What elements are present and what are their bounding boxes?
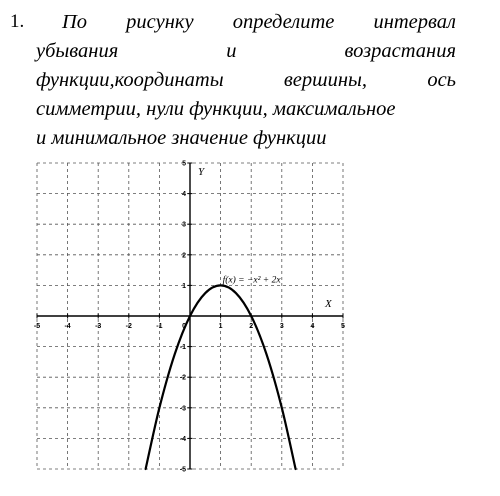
problem-word: рисунку: [126, 11, 194, 33]
y-axis-name: Y: [198, 166, 205, 178]
x-tick-label: -5: [33, 323, 41, 330]
x-tick-label: 4: [310, 323, 315, 330]
y-tick-label: 4: [182, 191, 186, 199]
problem-word: функции,координаты: [36, 69, 224, 91]
problem-word: По: [62, 11, 88, 33]
y-tick-label: 1: [182, 282, 186, 290]
x-tick-label: -4: [64, 323, 71, 330]
function-label: f(x) = −x² + 2x: [222, 275, 281, 286]
x-tick-label: -2: [125, 323, 132, 330]
y-tick-label: -1: [179, 344, 186, 352]
y-tick-label: -4: [179, 435, 186, 443]
problem-word: и: [226, 40, 237, 62]
problem-line-4: симметрии, нули функции, максимальное: [36, 98, 396, 120]
x-axis-name: X: [325, 298, 332, 310]
problem-number: 1.: [10, 11, 25, 32]
y-tick-label: -3: [179, 405, 186, 413]
y-tick-label: -5: [179, 466, 186, 474]
x-tick-label: 5: [341, 323, 345, 330]
origin-label: 0: [182, 323, 186, 330]
y-tick-label: -2: [179, 374, 186, 382]
x-tick-label: -3: [95, 323, 102, 330]
x-tick-label: 2: [249, 323, 254, 330]
y-tick-label: 3: [182, 221, 186, 229]
problem-word: ось: [427, 69, 456, 91]
y-tick-label: 2: [182, 252, 186, 260]
problem-line-5: и минимальное значение функции: [36, 127, 327, 149]
problem-word: вершины,: [283, 69, 368, 91]
problem-word: определите: [232, 11, 335, 33]
y-tick-label: 5: [182, 160, 186, 168]
problem-word: возрастания: [344, 40, 456, 62]
x-tick-label: 1: [218, 323, 223, 330]
x-tick-label: 3: [279, 323, 284, 330]
problem-word: интервал: [373, 11, 456, 33]
problem-word: убывания: [36, 40, 119, 62]
x-tick-label: -1: [156, 323, 163, 330]
